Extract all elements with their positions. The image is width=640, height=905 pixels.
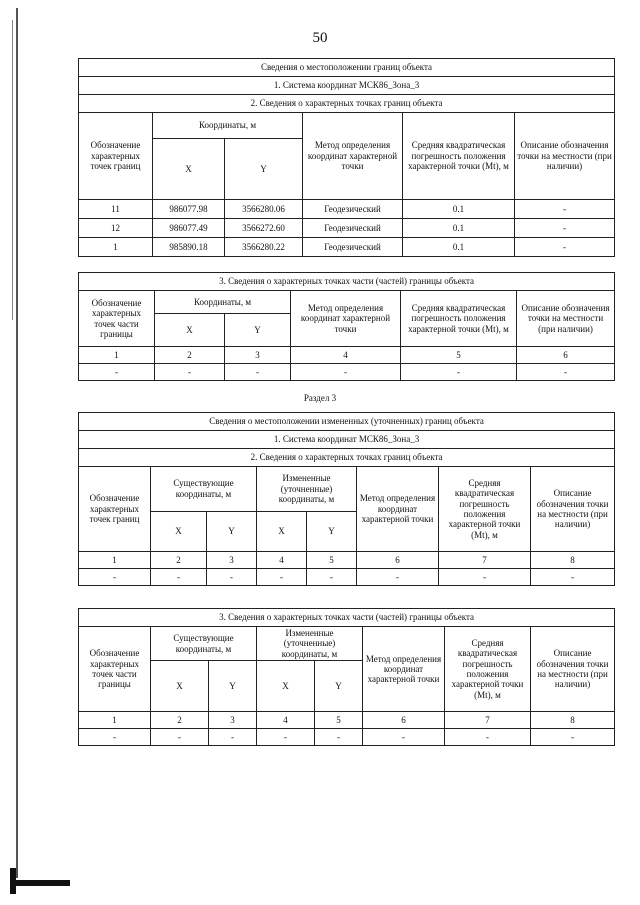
column-number: 7 bbox=[439, 552, 531, 569]
header-x: X bbox=[153, 138, 225, 199]
empty-cell: - bbox=[439, 569, 531, 586]
column-number-row bbox=[79, 712, 615, 729]
coordinate-system-title: 1. Система координат МСК86_Зона_3 bbox=[79, 77, 615, 95]
column-number: 3 bbox=[209, 712, 257, 729]
empty-cell: - bbox=[209, 729, 257, 746]
header-method: Метод определения координат характерной точки bbox=[357, 467, 439, 552]
header-error: Средняя квадратическая погрешность положения характерной точки (Mt), м bbox=[439, 467, 531, 552]
point-cell: 11 bbox=[79, 200, 153, 219]
table-row bbox=[79, 219, 615, 238]
description-cell: - bbox=[515, 238, 615, 257]
x-cell: 985890.18 bbox=[153, 238, 225, 257]
empty-cell: - bbox=[531, 729, 615, 746]
empty-cell: - bbox=[79, 729, 151, 746]
column-number: 5 bbox=[401, 347, 517, 364]
header-coordinates: Координаты, м bbox=[155, 291, 291, 314]
empty-cell: - bbox=[401, 364, 517, 381]
column-number: 2 bbox=[151, 712, 209, 729]
header-error: Средняя квадратическая погрешность положения характерной точки (Mt), м bbox=[445, 627, 531, 712]
empty-cell: - bbox=[151, 729, 209, 746]
error-cell: 0.1 bbox=[403, 238, 515, 257]
column-number: 3 bbox=[207, 552, 257, 569]
empty-cell: - bbox=[517, 364, 615, 381]
boundary-points-table bbox=[78, 58, 615, 257]
scan-corner-mark bbox=[10, 880, 70, 886]
scan-margin-line bbox=[12, 20, 13, 320]
empty-cell: - bbox=[79, 364, 155, 381]
header-designation: Обозначение характерных точек границ bbox=[79, 113, 153, 200]
method-cell: Геодезический bbox=[303, 219, 403, 238]
description-cell: - bbox=[515, 219, 615, 238]
header-designation: Обозначение характерных точек части границы bbox=[79, 627, 151, 712]
empty-cell: - bbox=[357, 569, 439, 586]
changed-boundary-points-table bbox=[78, 412, 615, 586]
x-cell: 986077.49 bbox=[153, 219, 225, 238]
header-changed-coordinates: Измененные (уточненные) координаты, м bbox=[257, 467, 357, 512]
header-existing-coordinates: Существующие координаты, м bbox=[151, 627, 257, 661]
column-number: 3 bbox=[225, 347, 291, 364]
header-existing-coordinates: Существующие координаты, м bbox=[151, 467, 257, 512]
empty-cell: - bbox=[291, 364, 401, 381]
header-coordinates: Координаты, м bbox=[153, 113, 303, 139]
section-title: 2. Сведения о характерных точках границ объекта bbox=[79, 449, 615, 467]
scan-margin-line bbox=[16, 8, 18, 878]
table-row bbox=[79, 238, 615, 257]
header-y: Y bbox=[307, 511, 357, 551]
column-number: 4 bbox=[257, 712, 315, 729]
section-title: 2. Сведения о характерных точках границ объекта bbox=[79, 95, 615, 113]
empty-cell: - bbox=[257, 569, 307, 586]
table-row bbox=[79, 200, 615, 219]
column-number: 1 bbox=[79, 712, 151, 729]
empty-cell: - bbox=[155, 364, 225, 381]
header-y: Y bbox=[225, 314, 291, 347]
header-changed-coordinates: Измененные (уточненные) координаты, м bbox=[257, 627, 363, 661]
header-designation: Обозначение характерных точек части границы bbox=[79, 291, 155, 347]
empty-cell: - bbox=[363, 729, 445, 746]
column-number: 1 bbox=[79, 347, 155, 364]
error-cell: 0.1 bbox=[403, 219, 515, 238]
empty-cell: - bbox=[531, 569, 615, 586]
column-number: 6 bbox=[363, 712, 445, 729]
column-number: 4 bbox=[291, 347, 401, 364]
section-title: 3. Сведения о характерных точках части (частей) границы объекта bbox=[79, 273, 615, 291]
header-description: Описание обозначения точки на местности (при наличии) bbox=[517, 291, 615, 347]
column-number: 2 bbox=[155, 347, 225, 364]
method-cell: Геодезический bbox=[303, 238, 403, 257]
header-error: Средняя квадратическая погрешность положения характерной точки (Mt), м bbox=[401, 291, 517, 347]
point-cell: 1 bbox=[79, 238, 153, 257]
header-designation: Обозначение характерных точек границ bbox=[79, 467, 151, 552]
column-number: 2 bbox=[151, 552, 207, 569]
column-number: 5 bbox=[307, 552, 357, 569]
column-number: 1 bbox=[79, 552, 151, 569]
scan-corner-mark bbox=[10, 868, 16, 894]
header-x: X bbox=[151, 661, 209, 712]
method-cell: Геодезический bbox=[303, 200, 403, 219]
header-x: X bbox=[257, 511, 307, 551]
table-title: Сведения о местоположении границ объекта bbox=[79, 59, 615, 77]
empty-cell: - bbox=[151, 569, 207, 586]
header-y: Y bbox=[209, 661, 257, 712]
point-cell: 12 bbox=[79, 219, 153, 238]
header-method: Метод определения координат характерной точки bbox=[303, 113, 403, 200]
header-error: Средняя квадратическая погрешность положения характерной точки (Mt), м bbox=[403, 113, 515, 200]
header-x: X bbox=[151, 511, 207, 551]
description-cell: - bbox=[515, 200, 615, 219]
column-number: 8 bbox=[531, 712, 615, 729]
empty-cell: - bbox=[257, 729, 315, 746]
column-number: 8 bbox=[531, 552, 615, 569]
header-description: Описание обозначения точки на местности (при наличии) bbox=[515, 113, 615, 200]
empty-cell: - bbox=[445, 729, 531, 746]
column-number: 4 bbox=[257, 552, 307, 569]
y-cell: 3566272.60 bbox=[225, 219, 303, 238]
header-method: Метод определения координат характерной точки bbox=[291, 291, 401, 347]
changed-part-boundary-points-table bbox=[78, 608, 615, 746]
empty-cell: - bbox=[307, 569, 357, 586]
column-number: 5 bbox=[315, 712, 363, 729]
x-cell: 986077.98 bbox=[153, 200, 225, 219]
header-y: Y bbox=[315, 661, 363, 712]
section-heading: Раздел 3 bbox=[303, 393, 337, 403]
header-x: X bbox=[257, 661, 315, 712]
column-number: 6 bbox=[517, 347, 615, 364]
table-row bbox=[79, 569, 615, 586]
column-number-row bbox=[79, 552, 615, 569]
header-method: Метод определения координат характерной точки bbox=[363, 627, 445, 712]
table-row bbox=[79, 729, 615, 746]
coordinate-system-title: 1. Система координат МСК86_Зона_3 bbox=[79, 431, 615, 449]
page-number: 50 bbox=[312, 30, 328, 46]
empty-cell: - bbox=[79, 569, 151, 586]
header-description: Описание обозначения точки на местности (при наличии) bbox=[531, 467, 615, 552]
header-description: Описание обозначения точки на местности (при наличии) bbox=[531, 627, 615, 712]
header-x: X bbox=[155, 314, 225, 347]
empty-cell: - bbox=[315, 729, 363, 746]
empty-cell: - bbox=[207, 569, 257, 586]
column-number-row bbox=[79, 347, 615, 364]
error-cell: 0.1 bbox=[403, 200, 515, 219]
y-cell: 3566280.06 bbox=[225, 200, 303, 219]
header-y: Y bbox=[207, 511, 257, 551]
header-y: Y bbox=[225, 138, 303, 199]
y-cell: 3566280.22 bbox=[225, 238, 303, 257]
column-number: 6 bbox=[357, 552, 439, 569]
table-title: Сведения о местоположении измененных (уточненных) границ объекта bbox=[79, 413, 615, 431]
section-title: 3. Сведения о характерных точках части (частей) границы объекта bbox=[79, 609, 615, 627]
column-number: 7 bbox=[445, 712, 531, 729]
part-boundary-points-table bbox=[78, 272, 615, 381]
table-row bbox=[79, 364, 615, 381]
empty-cell: - bbox=[225, 364, 291, 381]
